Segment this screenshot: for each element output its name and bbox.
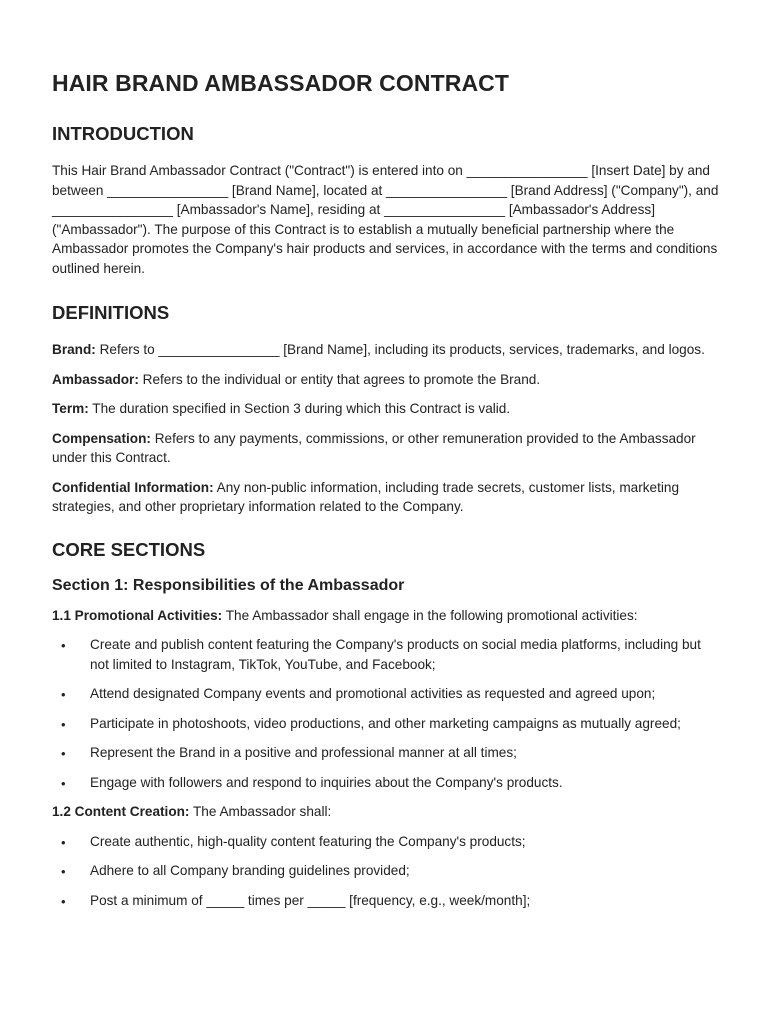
list-item-text: Attend designated Company events and promotional activities as requested and agreed upon;: [90, 686, 656, 701]
definition-text: The duration specified in Section 3 during which this Contract is valid.: [88, 401, 511, 416]
definition-item: [52, 399, 720, 419]
definition-text: Refers to ________________ [Brand Name], including its products, services, trademarks, and logos.: [95, 342, 705, 357]
clause-text: The Ambassador shall engage in the following promotional activities:: [222, 607, 638, 623]
clause-label: 1.2 Content Creation:: [52, 804, 190, 819]
list-item: [52, 891, 720, 911]
definition-term: Compensation:: [52, 430, 151, 446]
list-item-text: Create authentic, high-quality content featuring the Company's products;: [90, 833, 526, 849]
bullet-icon: •: [61, 775, 66, 791]
list-item: [52, 861, 720, 881]
list-item-text: Post a minimum of _____ times per _____ [frequency, e.g., week/month];: [90, 892, 531, 908]
list-item: [52, 635, 720, 674]
document-title: HAIR BRAND AMBASSADOR CONTRACT: [52, 70, 510, 96]
list-item-text: Engage with followers and respond to inquiries about the Company's products.: [90, 774, 563, 790]
definition-item: [52, 429, 720, 468]
promotional-activities-list: [52, 635, 720, 792]
definition-term: Ambassador:: [52, 371, 139, 387]
section-1-heading: Section 1: Responsibilities of the Ambassador: [52, 576, 405, 594]
definition-text: Any non-public information, including trade secrets, customer lists, marketing strategies, and other proprietary information related to the Company.: [52, 479, 680, 514]
bullet-icon: •: [61, 716, 66, 732]
promotional-activities-lead: [52, 606, 720, 626]
list-item: [52, 832, 720, 852]
bullet-icon: •: [61, 864, 66, 879]
list-item-text: Create and publish content featuring the Company's products on social media platforms, including but not limited to Instagram, TikTok, YouTube, and Facebook;: [90, 637, 701, 672]
list-item: [52, 743, 720, 763]
list-item-text: Adhere to all Company branding guidelines provided;: [90, 863, 410, 878]
bullet-icon: •: [61, 746, 66, 761]
definition-text: Refers to any payments, commissions, or other remuneration provided to the Ambassador under this Contract.: [52, 430, 696, 465]
clause-text: The Ambassador shall:: [189, 804, 332, 819]
bullet-icon: •: [61, 687, 66, 702]
list-item-text: Participate in photoshoots, video productions, and other marketing campaigns as mutually agreed;: [90, 715, 681, 731]
definition-item: [52, 478, 720, 517]
definitions-heading: DEFINITIONS: [52, 302, 170, 323]
definition-text: Refers to the individual or entity that agrees to promote the Brand.: [138, 371, 541, 387]
definition-term: Brand:: [52, 342, 96, 357]
list-item: [52, 714, 720, 734]
definition-term: Term:: [52, 401, 89, 416]
introduction-heading: INTRODUCTION: [52, 123, 194, 144]
bullet-icon: •: [61, 834, 66, 850]
definition-item: [52, 370, 720, 390]
content-creation-lead: [52, 802, 720, 822]
bullet-icon: •: [61, 638, 66, 653]
definition-item: [52, 340, 720, 360]
bullet-icon: •: [61, 893, 66, 909]
list-item: [52, 773, 720, 793]
clause-label: 1.1 Promotional Activities:: [52, 607, 223, 623]
list-item-text: Represent the Brand in a positive and professional manner at all times;: [90, 745, 517, 760]
core-sections-heading: CORE SECTIONS: [52, 538, 206, 560]
content-creation-list: [52, 832, 720, 911]
definitions-list: [52, 340, 720, 517]
definition-term: Confidential Information:: [52, 479, 214, 495]
introduction-paragraph: This Hair Brand Ambassador Contract ("Contract") is entered into on ________________ [Insert Date] by and between ________________ [Brand Name], located at ________________ [Brand Address] ("Company"), and ________________ [Ambassador's Name], residing at ________________ [Ambassador's Address] ("Ambassador"). The purpose of this Contract is to establish a mutually beneficial partnership where the Ambassador promotes the Company's hair products and services, in accordance with the terms and conditions outlined herein.: [52, 163, 719, 276]
list-item: [52, 684, 720, 704]
